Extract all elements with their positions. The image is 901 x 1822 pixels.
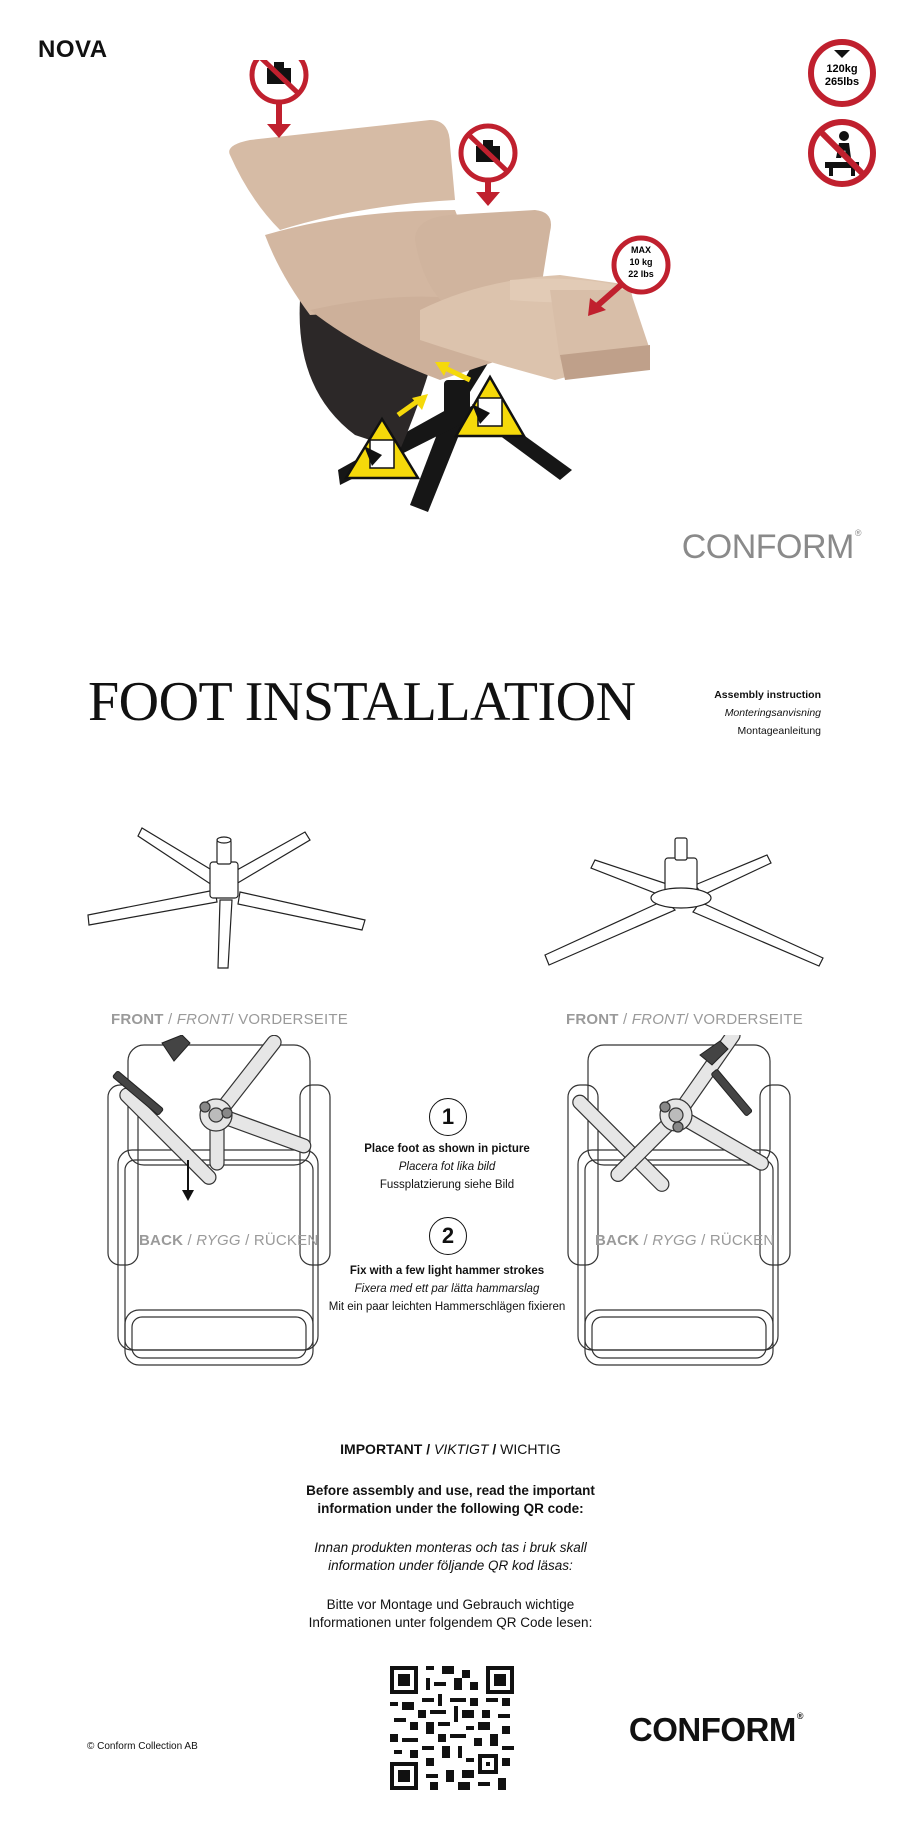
brand-reg-bottom: ® (796, 1711, 803, 1721)
step-1-en: Place foot as shown in picture (364, 1143, 530, 1155)
back-sv-left: RYGG (196, 1232, 241, 1249)
step-2-sv: Fixera med ett par lätta hammarslag (354, 1283, 540, 1295)
max-weight-kg: 120kg (826, 63, 858, 75)
step-2-number: 2 (429, 1217, 467, 1255)
chair-top-view-step1 (100, 1035, 350, 1370)
brand-name-bottom: CONFORM (628, 1711, 796, 1748)
sep-5: / (187, 1232, 192, 1249)
front-en-left: FRONT (111, 1011, 164, 1028)
back-en-left: BACK (139, 1232, 184, 1249)
important-de: WICHTIG (500, 1441, 561, 1457)
brand-name-top: CONFORM (681, 528, 854, 566)
assembly-de: Montageanleitung (737, 725, 821, 737)
sep-6: / (245, 1232, 250, 1249)
assembly-en: Assembly instruction (714, 689, 821, 701)
sep-1: / (168, 1011, 173, 1028)
important-en: IMPORTANT (340, 1441, 423, 1457)
no-standing-on-chair-icon (807, 118, 877, 188)
important-text-sv (0, 1539, 901, 1575)
back-en-right: BACK (595, 1232, 640, 1249)
recliner-chair-illustration (160, 60, 820, 540)
step-1-number: 1 (429, 1098, 467, 1136)
important-text-de (0, 1596, 901, 1632)
no-weight-on-armrest-icon (461, 126, 515, 206)
important-heading (0, 1441, 901, 1457)
important-sep-2: / (492, 1441, 497, 1457)
footrest-max-kg: 10 kg (629, 257, 653, 267)
foot-star-step2 (570, 1035, 771, 1194)
step-1-text (297, 1140, 597, 1194)
sep-8: / (701, 1232, 706, 1249)
sep-3: / (623, 1011, 628, 1028)
page-title: FOOT INSTALLATION (88, 671, 636, 733)
important-text-en-1: Before assembly and use, read the important (306, 1483, 595, 1498)
brand-reg-top: ® (854, 528, 861, 538)
important-sep-1: / (426, 1441, 431, 1457)
front-label-left (111, 1011, 348, 1028)
foot-star-step1 (117, 1035, 313, 1187)
important-text-de-2: Informationen unter folgendem QR Code lesen: (308, 1615, 593, 1630)
important-text-de-1: Bitte vor Montage und Gebrauch wichtige (326, 1597, 575, 1612)
back-de-right: RÜCKEN (709, 1232, 775, 1249)
important-text-en (0, 1482, 901, 1518)
copyright: © Conform Collection AB (87, 1741, 198, 1752)
back-sv-right: RYGG (652, 1232, 697, 1249)
assembly-sv: Monteringsanvisning (724, 707, 821, 719)
sep-2: / (229, 1011, 234, 1028)
front-de-left: VORDERSEITE (238, 1011, 348, 1028)
qr-code[interactable] (390, 1666, 514, 1790)
footrest-max-label: MAX (631, 245, 651, 255)
brand-logo-bottom (629, 1711, 803, 1749)
back-label-right (595, 1232, 774, 1249)
chair-top-view-step2 (560, 1035, 810, 1370)
important-text-sv-2: information under följande QR kod läsas: (328, 1558, 573, 1573)
back-de-left: RÜCKEN (253, 1232, 319, 1249)
swivel-base-drawing-left (80, 820, 380, 980)
front-de-right: VORDERSEITE (693, 1011, 803, 1028)
front-en-right: FRONT (566, 1011, 619, 1028)
hammer-icon-step1 (112, 1035, 190, 1115)
swivel-base-drawing-right (535, 830, 835, 980)
sep-7: / (643, 1232, 648, 1249)
important-text-en-2: information under the following QR code: (317, 1501, 584, 1516)
front-sv-left: FRONT (176, 1011, 230, 1028)
front-sv-right: FRONT (631, 1011, 685, 1028)
brand-logo-top (682, 528, 861, 567)
step-1-sv: Placera fot lika bild (398, 1161, 496, 1173)
assembly-instruction-block (714, 686, 821, 740)
step-2-text (297, 1262, 597, 1316)
footrest-max-lbs: 22 lbs (628, 269, 654, 279)
front-label-right (566, 1011, 803, 1028)
important-text-sv-1: Innan produkten monteras och tas i bruk skall (314, 1540, 587, 1555)
important-sv: VIKTIGT (434, 1441, 489, 1457)
max-weight-lbs: 265lbs (824, 76, 860, 88)
model-name: NOVA (38, 36, 108, 63)
step-2-en: Fix with a few light hammer strokes (349, 1265, 545, 1277)
back-label-left (139, 1232, 318, 1249)
step-2-de: Mit ein paar leichten Hammerschlägen fixieren (328, 1301, 566, 1313)
step-1-de: Fussplatzierung siehe Bild (379, 1179, 515, 1191)
max-weight-120kg-icon (807, 38, 877, 108)
no-weight-on-headrest-icon (252, 60, 306, 138)
sep-4: / (684, 1011, 689, 1028)
